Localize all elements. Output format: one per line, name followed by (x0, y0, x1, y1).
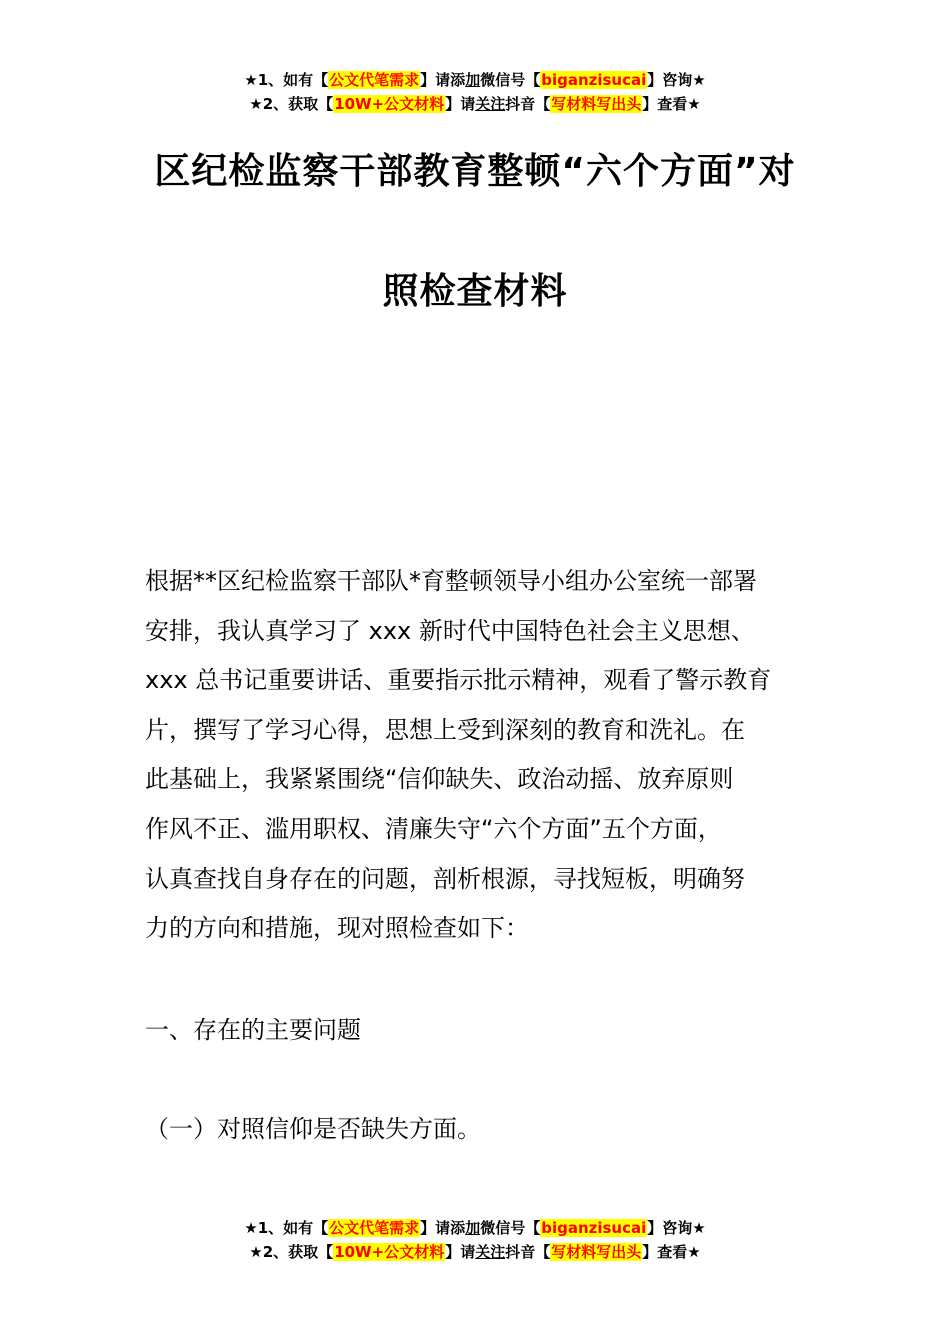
section-heading: 一、存在的主要问题 (145, 1016, 361, 1044)
highlight-service: 公文代笔需求 (329, 71, 420, 89)
highlight-wechat-id: biganzisucai (541, 1219, 647, 1237)
paragraph-line: xxx 总书记重要讲话、重要指示批示精神，观看了警示教育 (145, 666, 772, 695)
paragraph-line: 作风不正、滥用职权、清廉失守“六个方面”五个方面， (145, 814, 722, 843)
intro-paragraph (145, 557, 815, 954)
promo-line-2: ★2、获取【10W+公文材料】请关注抖音【写材料写出头】查看★ (249, 95, 701, 113)
document-title-line-2: 照检查材料 (382, 271, 568, 312)
highlight-douyin: 写材料写出头 (551, 1243, 642, 1261)
paragraph-line: 认真查找自身存在的问题，剖析根源，寻找短板，明确努 (145, 864, 745, 893)
document-title-line-1: 区纪检监察干部教育整顿“六个方面”对 (154, 151, 796, 192)
paragraph-line: 根据**区纪检监察干部队*育整顿领导小组办公室统一部署 (145, 567, 757, 595)
subsection-heading: （一）对照信仰是否缺失方面。 (145, 1115, 481, 1143)
paragraph-line: 安排，我认真学习了 xxx 新时代中国特色社会主义思想、 (145, 616, 755, 645)
highlight-wechat-id: biganzisucai (541, 71, 647, 89)
promo-line-1: ★1、如有【公文代笔需求】请添加微信号【biganzisucai】咨询★ (244, 1219, 706, 1237)
promo-line-2: ★2、获取【10W+公文材料】请关注抖音【写材料写出头】查看★ (249, 1243, 701, 1261)
paragraph-line: 力的方向和措施，现对照检查如下： (145, 914, 529, 943)
highlight-douyin: 写材料写出头 (551, 95, 642, 113)
promo-banner-bottom (0, 1216, 950, 1264)
promo-line-1: ★1、如有【公文代笔需求】请添加微信号【biganzisucai】咨询★ (244, 71, 706, 89)
highlight-materials: 10W+公文材料 (334, 95, 445, 113)
paragraph-line: 片，撰写了学习心得，思想上受到深刻的教育和洗礼。在 (145, 715, 745, 744)
highlight-service: 公文代笔需求 (329, 1219, 420, 1237)
paragraph-line: 此基础上，我紧紧围绕“信仰缺失、政治动摇、放弃原则 (145, 765, 734, 794)
promo-banner-top (0, 68, 950, 116)
highlight-materials: 10W+公文材料 (334, 1243, 445, 1261)
